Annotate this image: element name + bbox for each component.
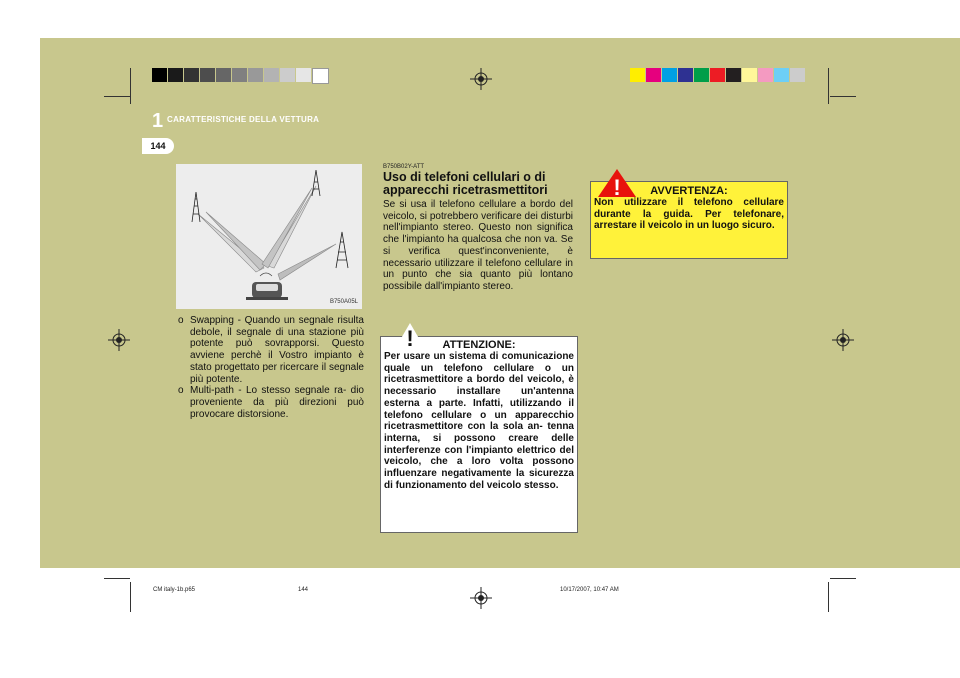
registration-mark-icon — [470, 587, 492, 609]
warning-body: Non utilizzare il telefono cellulare durante la guida. Per telefonare, arrestare il veicolo in un luogo sicuro. — [594, 197, 784, 232]
color-swatch — [168, 68, 183, 82]
registration-mark-icon — [108, 329, 130, 351]
color-swatch — [710, 68, 725, 82]
footer-datetime: 10/17/2007, 10:47 AM — [560, 587, 619, 593]
chapter-number: 1 — [152, 110, 164, 132]
attention-box — [380, 326, 578, 533]
footer-file: CM italy-1b.p65 — [153, 587, 196, 593]
warning-title: AVVERTENZA: — [650, 185, 728, 197]
chapter-title: CARATTERISTICHE DELLA VETTURA — [167, 115, 320, 124]
color-swatch — [630, 68, 645, 82]
list-item: o Swapping - Quando un segnale risulta debole, il segnale di una stazione più potente può sovrapporsi. Questo avviene perchè il Vostro impianto è stato progettato per ricercare il segnale più potente. — [178, 315, 364, 385]
registration-mark-icon — [470, 68, 492, 90]
figure-code: B750A05L — [329, 299, 358, 305]
section-heading: Uso di telefoni cellulari o di apparecchi ricetrasmettitori — [383, 170, 548, 197]
color-swatch — [774, 68, 789, 82]
color-swatch — [232, 68, 247, 82]
registration-mark-icon — [832, 329, 854, 351]
list-item: o Multi-path - Lo stesso segnale ra- dio proveniente da più direzioni può provocare distorsione. — [178, 385, 364, 420]
middle-column — [383, 164, 573, 293]
page-number: 144 — [142, 138, 174, 154]
color-swatch — [662, 68, 677, 82]
color-swatch — [280, 68, 295, 82]
section-code: B750B02Y-ATT — [383, 164, 425, 170]
color-swatch — [742, 68, 757, 82]
color-swatch — [312, 68, 329, 84]
color-swatch — [758, 68, 773, 82]
svg-text:!: ! — [613, 175, 621, 198]
color-swatch — [694, 68, 709, 82]
exclamation-triangle-icon — [597, 168, 637, 198]
left-column — [176, 315, 364, 420]
color-swatch — [216, 68, 231, 82]
footer-page: 144 — [298, 587, 309, 593]
color-swatch — [678, 68, 693, 82]
color-swatch — [264, 68, 279, 82]
svg-text:!: ! — [406, 326, 414, 349]
color-swatch — [200, 68, 215, 82]
color-swatch — [184, 68, 199, 82]
attention-title: ATTENZIONE: — [442, 339, 516, 351]
warning-box — [590, 175, 788, 259]
color-swatch — [790, 68, 805, 82]
color-swatch — [248, 68, 263, 82]
section-body: Se si usa il telefono cellulare a bordo del veicolo, si potrebbero verificare dei disturbi nell'impianto stereo. Questo non significa che l'impianto ha qualcosa che non va. Se si verifica quest'inconveniente, è necessario utilizzare il telefono cellulare in un punto che sia quanto più lontano possibile dall'impianto stereo. — [383, 199, 573, 292]
antenna-signal-illustration — [176, 164, 362, 309]
color-swatch — [726, 68, 741, 82]
radio-reception-figure — [176, 164, 362, 309]
attention-body: Per usare un sistema di comunicazione quale un telefono cellulare o un ricetrasmettitore a bordo del veicolo, è necessario installare un'antenna esterna a parte. Infatti, utilizzando il telefono cellulare o un apparecchio ricetrasmettitore con la sola an- tenna interna, si possono creare delle interferenze con l'impianto elettrico del veicolo, che a loro volta possono influenzare negativamente la sicurezza di funzionamento del veicolo stesso. — [384, 351, 574, 491]
color-swatch — [296, 68, 311, 82]
color-swatch — [152, 68, 167, 82]
exclamation-triangle-icon — [395, 323, 425, 349]
color-swatch — [646, 68, 661, 82]
